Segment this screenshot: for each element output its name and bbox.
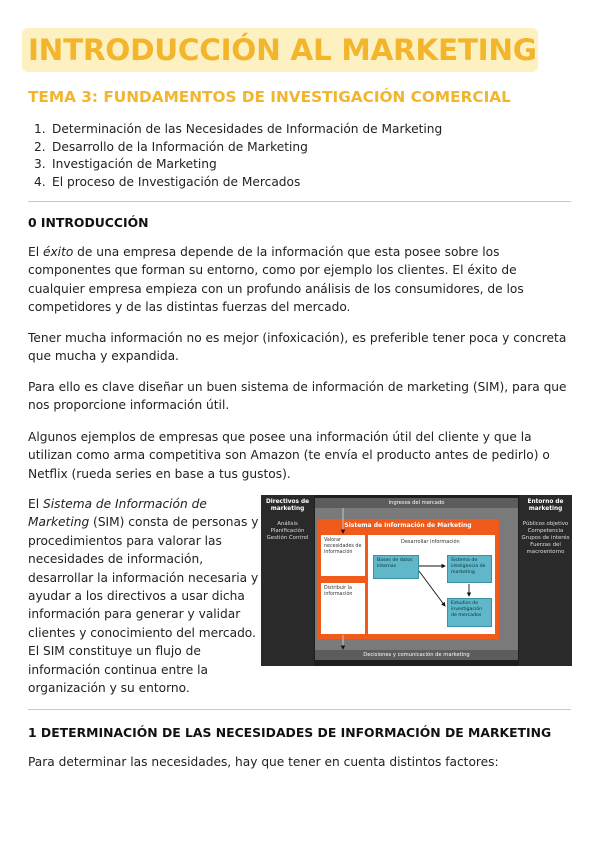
section-divider [28, 709, 571, 710]
paragraph: Para determinar las necesidades, hay que tener en cuenta distintos factores: [28, 755, 499, 769]
section-divider [28, 201, 571, 202]
toc-item: 1. Determinación de las Necesidades de Información de Marketing [34, 122, 443, 136]
sim-paragraph: El Sistema de Información de Marketing (SIM) consta de personas y procedimientos para valorar las necesidades de información, desarrollar la información necesaria y ayudar a los directivos a usar dicha información para generar y validar clientes y conocimiento del mercado. El SIM constituye un flujo de información continua entre la organización y su entorno. [28, 497, 259, 696]
emphasis: Sistema de Información de Marketing [28, 497, 207, 530]
section-heading: 1 DETERMINACIÓN DE LAS NECESIDADES DE INFORMACIÓN DE MARKETING [28, 725, 552, 740]
diagram-right-panel: Entorno de marketing Públicos objetivo Competencia Grupos de interés Fuerzas del macroentorno [519, 495, 572, 666]
diagram-top-band: Ingresos del mercado [315, 498, 518, 508]
emphasis: éxito [42, 245, 74, 259]
toc-item: 2. Desarrollo de la Información de Marketing [34, 139, 308, 154]
diagram-left-panel: Directivos de marketing Análisis Planificación Gestión Control [261, 495, 314, 666]
arrow-internal-to-research [419, 571, 445, 606]
needs-box: Valorar necesidades de información [321, 535, 365, 576]
paragraph: Para ello es clave diseñar un buen sistema de información de marketing (SIM), para que nos proporcione información útil. [28, 380, 567, 413]
topic-subtitle: TEMA 3: FUNDAMENTOS DE INVESTIGACIÓN COMERCIAL [28, 88, 511, 106]
research-box: Estudios de investigación de mercados [447, 598, 492, 627]
toc-item: 3. Investigación de Marketing [34, 157, 217, 172]
paragraph: Tener mucha información no es mejor (infoxicación), es preferible tener poca y concreta que mucha y expandida. [28, 331, 567, 364]
paragraph: Algunos ejemplos de empresas que posee una información útil del cliente y que la utilizan como arma competitiva son Amazon (te envía el producto antes de pedirlo) o Netflix (rueda series en base a tus gustos). [28, 430, 550, 481]
paragraph: El éxito de una empresa depende de la información que esta posee sobre los componentes que forman su entorno, como por ejemplo los clientes. El éxito de cualquier empresa empieza con un profundo análisis de los consumidores, de los competidores y de las distintas fuerzas del mercado. [28, 245, 524, 315]
section-heading: 0 INTRODUCCIÓN [28, 215, 149, 230]
diagram-bottom-band: Decisiones y comunicación de marketing [315, 650, 518, 660]
document-title: INTRODUCCIÓN AL MARKETING [22, 28, 538, 72]
distribute-box: Distribuir la información [321, 583, 365, 634]
intelligence-box: Sistema de inteligencia de marketing [447, 555, 492, 583]
internal-db-box: Bases de datos internas [373, 555, 419, 579]
develop-label: Desarrollar información [401, 539, 460, 545]
table-of-contents [34, 121, 442, 191]
sim-box-title: Sistema de Información de Marketing [344, 522, 472, 529]
sim-diagram [261, 495, 572, 666]
toc-item: 4. El proceso de Investigación de Mercados [34, 174, 301, 189]
diagram-arrows [261, 495, 572, 666]
